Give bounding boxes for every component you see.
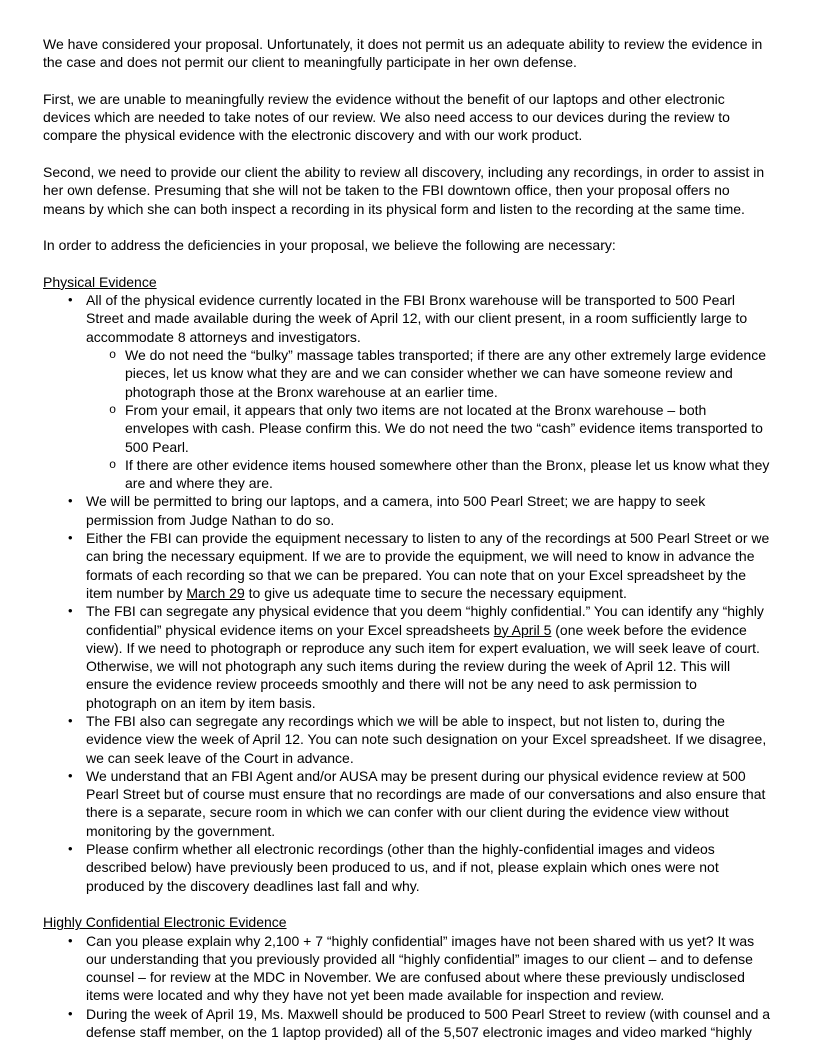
bullet-item: [43, 840, 771, 895]
section-heading: [43, 273, 771, 291]
sub-bullet-item: [43, 346, 771, 401]
text-run: Can you please explain why 2,100 + 7 “highly confidential” images have not been shared with us yet? It was our understanding that you previously provided all “highly confidential” images to our client – and to defense counsel – for review at the MDC in November. We are confused about where these previously undisclosed items were located and why they have not yet been made available for inspection and review.: [86, 932, 755, 1004]
bullet-disc-icon: •: [68, 603, 73, 619]
bullet-disc-icon: •: [68, 530, 73, 546]
underlined-text-run: Highly Confidential Electronic Evidence: [43, 914, 287, 931]
bullet-item: [43, 529, 771, 602]
text-run: (one week before the evidence view). If we need to photograph or reproduce any such item for expert evaluation, we will seek leave of court. Otherwise, we will not photograph any such items during the review during the week of April 12. This will ensure the evidence review proceeds smoothly and there will not be any need to ask permission to photograph on an item by item basis.: [86, 621, 760, 711]
bullet-item: [43, 712, 771, 767]
text-run: First, we are unable to meaningfully review the evidence without the benefit of our laptops and other electronic devices which are needed to take notes of our review. We also need access to our devices during the review to compare the physical evidence with the electronic discovery and with our work product.: [43, 90, 730, 144]
text-run: In order to address the deficiencies in your proposal, we believe the following are necessary:: [43, 237, 616, 254]
bullet-disc-icon: •: [68, 841, 73, 857]
text-run: We understand that an FBI Agent and/or AUSA may be present during our physical evidence review at 500 Pearl Street but of course must ensure that no recordings are made of our conversations and also ensure that there is a separate, secure room in which we can confer with our client during the evidence view without monitoring by the government.: [86, 767, 766, 839]
text-run: We do not need the “bulky” massage tables transported; if there are any other extremely large evidence pieces, let us know what they are and we can consider whether we can have someone review and photograph those at the Bronx warehouse at an earlier time.: [125, 347, 766, 400]
bullet-item: [43, 932, 771, 1005]
text-run: We will be permitted to bring our laptops, and a camera, into 500 Pearl Street; we are happy to seek permission from Judge Nathan to do so.: [86, 493, 706, 528]
paragraph: [43, 90, 771, 145]
section-heading: [43, 913, 771, 931]
bullet-circle-icon: o: [109, 457, 117, 472]
bullet-circle-icon: o: [109, 402, 117, 417]
text-run: Please confirm whether all electronic recordings (other than the highly-confidential images and videos described below) have previously been produced to us, and if not, please explain which ones were not produced by the discovery deadlines last fall and why.: [86, 841, 719, 894]
underlined-text-run: March 29: [186, 584, 245, 601]
text-run: The FBI can segregate any physical evidence that you deem “highly confidential.” You can identify any “highly confidential” physical evidence items on your Excel spreadsheets: [86, 603, 764, 638]
text-run: From your email, it appears that only two items are not located at the Bronx warehouse – both envelopes with cash. Please confirm this. We do not need the two “cash” evidence items transported to 500 Pearl.: [125, 401, 763, 455]
bullet-disc-icon: •: [68, 493, 73, 509]
bullet-disc-icon: •: [68, 932, 73, 948]
text-run: to give us adequate time to secure the necessary equipment.: [244, 584, 627, 601]
text-run: Either the FBI can provide the equipment necessary to listen to any of the recordings at 500 Pearl Street or we can bring the necessary equipment. If we are to provide the equipment, we will need to know in advance the formats of each recording so that we can be prepared. You can note that on your Excel spreadsheet by the item number by: [86, 530, 770, 601]
sub-bullet-item: [43, 456, 771, 493]
underlined-text-run: Physical Evidence: [43, 273, 157, 290]
bullet-item: [43, 1005, 771, 1042]
paragraph: [43, 35, 771, 72]
text-run: If there are other evidence items housed somewhere other than the Bronx, please let us know what they are and where they are.: [125, 456, 770, 492]
bullet-item: [43, 291, 771, 346]
text-run: All of the physical evidence currently located in the FBI Bronx warehouse will be transported to 500 Pearl Street and made available during the week of April 12, with our client present, in a room sufficiently large to accommodate 8 attorneys and investigators.: [86, 292, 748, 345]
bullet-item: [43, 767, 771, 840]
bullet-disc-icon: •: [68, 1005, 73, 1021]
text-run: We have considered your proposal. Unfortunately, it does not permit us an adequate ability to review the evidence in the case and does not permit our client to meaningfully participate in her own defense.: [43, 36, 763, 71]
text-run: Second, we need to provide our client the ability to review all discovery, including any recordings, in order to assist in her own defense. Presuming that she will not be taken to the FBI downtown office, then your proposal offers no means by which she can both inspect a recording in its physical form and listen to the recording at the same time.: [43, 164, 765, 217]
bullet-circle-icon: o: [109, 348, 117, 363]
underlined-text-run: by April 5: [493, 621, 552, 638]
bullet-disc-icon: •: [68, 712, 73, 728]
text-run: During the week of April 19, Ms. Maxwell should be produced to 500 Pearl Street to review (with counsel and a defense staff member, on the 1 laptop provided) all of the 5,507 electronic images and video marked “highly: [86, 1005, 771, 1041]
bullet-item: [43, 602, 771, 712]
document-body: [43, 35, 771, 1041]
bullet-disc-icon: •: [68, 292, 73, 308]
sub-bullet-item: [43, 401, 771, 456]
bullet-item: [43, 492, 771, 529]
text-run: The FBI also can segregate any recordings which we will be able to inspect, but not listen to, during the evidence view the week of April 12. You can note such designation on your Excel spreadsheet. If we disagree, we can seek leave of the Court in advance.: [86, 712, 767, 766]
bullet-disc-icon: •: [68, 767, 73, 783]
paragraph: [43, 236, 771, 254]
paragraph: [43, 163, 771, 218]
